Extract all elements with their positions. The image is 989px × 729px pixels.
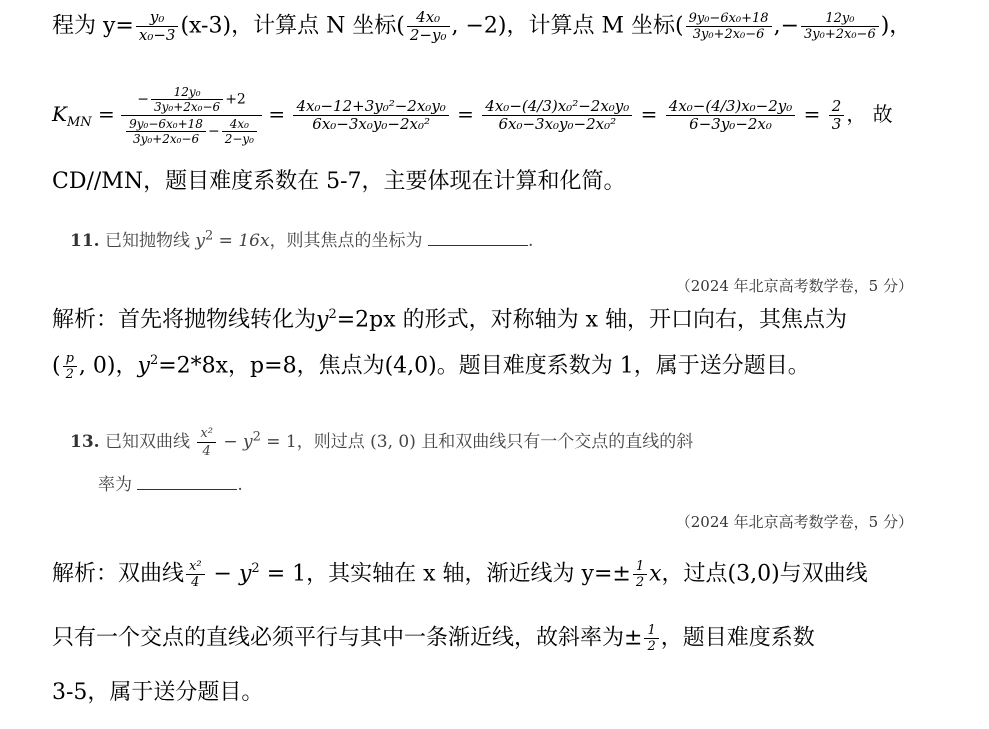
line-3: CD//MN，题目难度系数在 5-7，主要体现在计算和化简。 bbox=[52, 169, 626, 194]
fraction bbox=[801, 12, 879, 41]
text: 已知抛物线 bbox=[99, 231, 196, 251]
answer-blank bbox=[428, 244, 528, 246]
text: =2*8x，p=8，焦点为(4,0)。题目难度系数为 1，属于送分题目。 bbox=[158, 353, 810, 379]
text: ，题目难度系数 bbox=[660, 625, 815, 651]
text: ， 故 bbox=[846, 102, 893, 126]
source-citation: （2024 年北京高考数学卷，5 分） bbox=[675, 513, 913, 531]
compound-numerator bbox=[121, 86, 262, 116]
text: 解析：双曲线 bbox=[52, 561, 185, 587]
denominator: 3 bbox=[831, 115, 842, 133]
denominator: 2 bbox=[647, 639, 656, 654]
equals: = bbox=[261, 102, 292, 126]
numerator: 4x₀−12+3y₀²−2x₀y₀ bbox=[293, 99, 448, 116]
compound-denominator bbox=[121, 116, 262, 145]
fraction bbox=[644, 624, 658, 653]
denominator: 3y₀+2x₀−6 bbox=[804, 27, 876, 42]
text: , −2)，计算点 M 坐标( bbox=[451, 13, 684, 39]
answer-11-line-2 bbox=[52, 352, 810, 381]
numerator: 4x₀ bbox=[407, 10, 450, 27]
equals: = bbox=[634, 102, 664, 126]
fraction bbox=[482, 99, 632, 132]
numerator: p bbox=[63, 352, 77, 367]
denominator: 6x₀−3x₀y₀−2x₀² bbox=[312, 115, 430, 133]
text: . bbox=[527, 231, 534, 251]
answer-13-line-2 bbox=[52, 624, 815, 653]
math: = 1 bbox=[260, 432, 297, 452]
math: y bbox=[316, 307, 329, 333]
fraction bbox=[686, 12, 772, 41]
numerator: 1 bbox=[633, 560, 647, 575]
math: y bbox=[195, 231, 205, 251]
math: x bbox=[649, 561, 662, 587]
numerator: x² bbox=[186, 560, 205, 575]
fraction bbox=[126, 118, 206, 145]
fraction bbox=[63, 352, 77, 381]
fraction bbox=[633, 560, 647, 589]
numerator: 4x₀−(4/3)x₀²−2x₀y₀ bbox=[482, 99, 632, 116]
equals: = bbox=[91, 102, 122, 126]
text: 已知双曲线 bbox=[99, 432, 196, 452]
minus: − bbox=[137, 91, 149, 108]
fraction bbox=[222, 118, 257, 145]
question-13-line-2 bbox=[98, 470, 243, 495]
denominator: 4 bbox=[202, 444, 211, 459]
numerator: 12y₀ bbox=[151, 86, 223, 100]
superscript: 2 bbox=[205, 228, 214, 244]
text: 程为 y= bbox=[52, 13, 134, 39]
text: , 0)， bbox=[78, 353, 138, 379]
text: 解析：首先将抛物线转化为 bbox=[52, 307, 317, 333]
minus: − bbox=[207, 123, 220, 140]
text: . bbox=[237, 475, 243, 495]
math: − y bbox=[206, 561, 252, 587]
question-number: 11. bbox=[70, 231, 100, 251]
numerator: 1 bbox=[644, 624, 658, 639]
denominator: 2 bbox=[635, 575, 645, 590]
answer-13-line-1 bbox=[52, 560, 868, 589]
answer-blank bbox=[137, 488, 237, 490]
source-citation: （2024 年北京高考数学卷，5 分） bbox=[675, 277, 913, 295]
math: y bbox=[137, 353, 150, 379]
equals: = bbox=[797, 102, 827, 126]
text: )， bbox=[880, 13, 912, 39]
text: ，过点(3,0)与双曲线 bbox=[661, 561, 868, 587]
text: =2px 的形式，对称轴为 x 轴，开口向右，其焦点为 bbox=[336, 307, 848, 333]
denominator: 3y₀+2x₀−6 bbox=[692, 27, 765, 42]
text: ，则过点 (3, 0) 且和双曲线只有一个交点的直线的斜 bbox=[296, 432, 694, 452]
k-symbol: K bbox=[52, 102, 67, 126]
text: (x-3)，计算点 N 坐标( bbox=[180, 13, 405, 39]
denominator: 4 bbox=[191, 575, 200, 590]
compound-fraction bbox=[121, 86, 262, 145]
denominator: 2−y₀ bbox=[409, 26, 447, 44]
fraction bbox=[151, 86, 223, 113]
question-13 bbox=[70, 426, 693, 459]
text: 率为 bbox=[98, 475, 138, 495]
fraction bbox=[407, 10, 450, 43]
denominator: 6−3y₀−2x₀ bbox=[689, 115, 772, 133]
question-number: 13. bbox=[70, 432, 100, 452]
answer-13-line-3: 3-5，属于送分题目。 bbox=[52, 680, 264, 705]
numerator: 12y₀ bbox=[801, 12, 879, 27]
text: ,− bbox=[773, 13, 800, 39]
text: ，则其焦点的坐标为 bbox=[269, 231, 428, 251]
numerator: 4x₀−(4/3)x₀−2y₀ bbox=[666, 99, 796, 116]
superscript: 2 bbox=[149, 353, 159, 369]
math: = 1 bbox=[259, 561, 307, 587]
k-subscript: MN bbox=[66, 115, 92, 130]
fraction bbox=[666, 99, 796, 132]
denominator: x₀−3 bbox=[138, 26, 176, 44]
numerator: 4x₀ bbox=[222, 118, 257, 132]
fraction bbox=[136, 10, 179, 43]
question-11 bbox=[70, 226, 533, 251]
superscript: 2 bbox=[328, 307, 337, 322]
fraction bbox=[197, 426, 216, 459]
fraction bbox=[293, 99, 448, 132]
denominator: 6x₀−3x₀y₀−2x₀² bbox=[498, 115, 617, 133]
math: − y bbox=[217, 432, 253, 452]
text: ，其实轴在 x 轴，渐近线为 y=± bbox=[306, 561, 631, 587]
text: ( bbox=[52, 353, 61, 379]
text: 只有一个交点的直线必须平行与其中一条渐近线，故斜率为± bbox=[52, 625, 643, 651]
numerator: 9y₀−6x₀+18 bbox=[126, 118, 206, 132]
denominator: 3y₀+2x₀−6 bbox=[154, 100, 221, 114]
fraction bbox=[829, 99, 845, 132]
line-1 bbox=[52, 10, 911, 43]
denominator: 3y₀+2x₀−6 bbox=[132, 132, 200, 146]
denominator: 2 bbox=[65, 367, 74, 382]
numerator: y₀ bbox=[136, 10, 179, 27]
superscript: 2 bbox=[252, 429, 261, 445]
numerator: 2 bbox=[829, 99, 845, 116]
equals: = bbox=[450, 102, 481, 126]
fraction bbox=[186, 560, 205, 589]
denominator: 2−y₀ bbox=[224, 132, 254, 146]
line-2-kmn bbox=[52, 86, 893, 145]
numerator: x² bbox=[197, 426, 216, 443]
math: = 16x bbox=[213, 231, 270, 251]
numerator: 9y₀−6x₀+18 bbox=[686, 12, 772, 27]
plus-two: +2 bbox=[225, 91, 246, 108]
superscript: 2 bbox=[251, 561, 260, 577]
answer-11-line-1 bbox=[52, 308, 847, 331]
